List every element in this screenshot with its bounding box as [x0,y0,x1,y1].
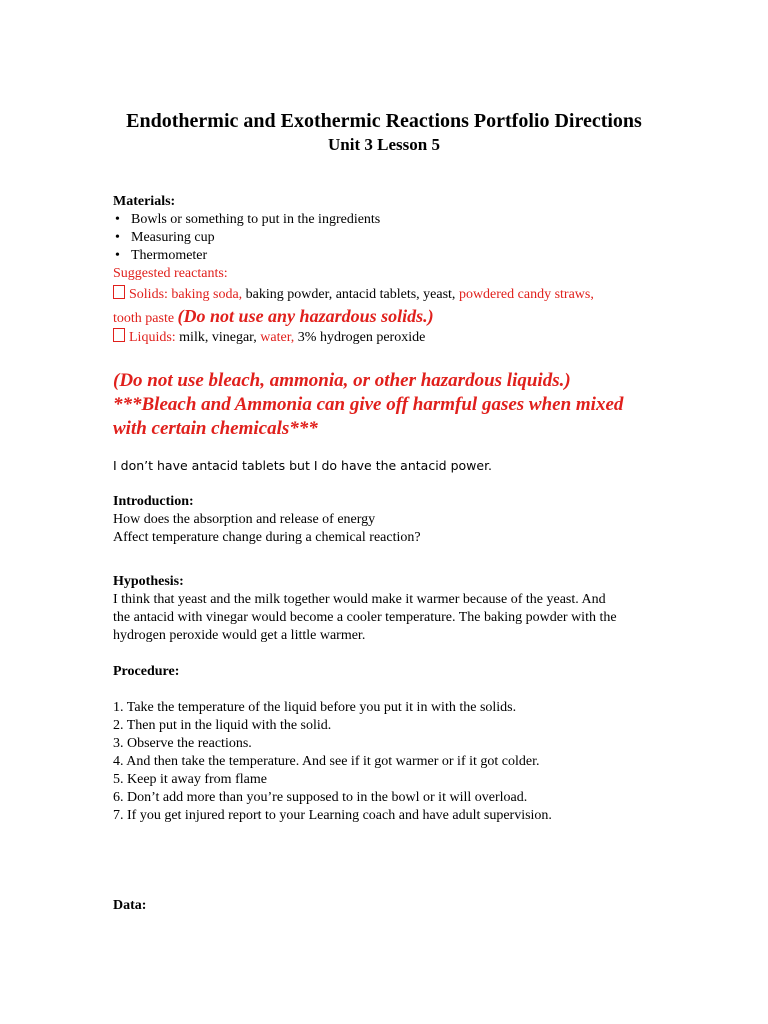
note-line: I don’t have antacid tablets but I do have the antacid power. [113,458,493,473]
hypothesis-section [113,573,673,645]
introduction-text: How does the absorption and release of energy [113,512,376,527]
introduction-heading: Introduction: [113,494,194,509]
checkbox-icon [113,328,125,342]
hypothesis-heading: Hypothesis: [113,574,184,589]
bullet-icon: • [115,230,120,245]
solids-warning: (Do not use any hazardous solids.) [177,306,434,326]
procedure-section [113,663,673,825]
hypothesis-text: the antacid with vinegar would become a cooler temperature. The baking powder with the [113,610,617,625]
page-title: Endothermic and Exothermic Reactions Portfolio Directions [126,110,642,132]
procedure-step: 3. Observe the reactions. [113,736,252,751]
list-item: • Bowls or something to put in the ingredients [115,212,381,227]
introduction-text: Affect temperature change during a chemical reaction? [113,530,421,545]
warning-line: (Do not use bleach, ammonia, or other hazardous liquids.) [113,370,571,391]
liquids-label: Liquids: [129,330,176,345]
procedure-step: 6. Don’t add more than you’re supposed to in the bowl or it will overload. [113,790,528,805]
materials-list [113,211,673,265]
page-subtitle: Unit 3 Lesson 5 [328,135,440,154]
bullet-icon: • [115,212,120,227]
procedure-step: 7. If you get injured report to your Learning coach and have adult supervision. [113,808,552,823]
procedure-step: 5. Keep it away from flame [113,772,267,787]
solids-line [113,285,673,304]
solids-tooth-paste: tooth paste [113,311,175,326]
reactants-heading: Suggested reactants: [113,266,228,281]
solids-red-tail: powdered candy straws, [458,287,594,302]
materials-heading: Materials: [113,194,176,209]
solids-line-2 [113,307,673,328]
warning-line: ***Bleach and Ammonia can give off harmful gases when mixed [113,394,624,415]
solids-list: baking powder, antacid tablets, yeast, [242,287,459,302]
list-item: • Thermometer [115,248,208,263]
procedure-step: 4. And then take the temperature. And see if it got warmer or if it got colder. [113,754,540,769]
introduction-section [113,493,673,547]
procedure-step: 2. Then put in the liquid with the solid. [113,718,332,733]
document-body [113,193,673,915]
warning-line: with certain chemicals*** [113,418,318,439]
data-heading: Data: [113,898,147,913]
bullet-icon: • [115,248,120,263]
hazard-warning [113,369,673,441]
procedure-step: 1. Take the temperature of the liquid before you put it in with the solids. [113,700,517,715]
checkbox-icon [113,285,125,299]
hypothesis-text: hydrogen peroxide would get a little warmer. [113,628,366,643]
list-item: • Measuring cup [115,230,215,245]
solids-label: Solids: baking soda, [129,287,243,302]
procedure-heading: Procedure: [113,664,180,679]
hypothesis-text: I think that yeast and the milk together would make it warmer because of the yeast. And [113,592,606,607]
liquids-line: Liquids: milk, vinegar, water, 3% hydrogen peroxide [113,328,673,347]
